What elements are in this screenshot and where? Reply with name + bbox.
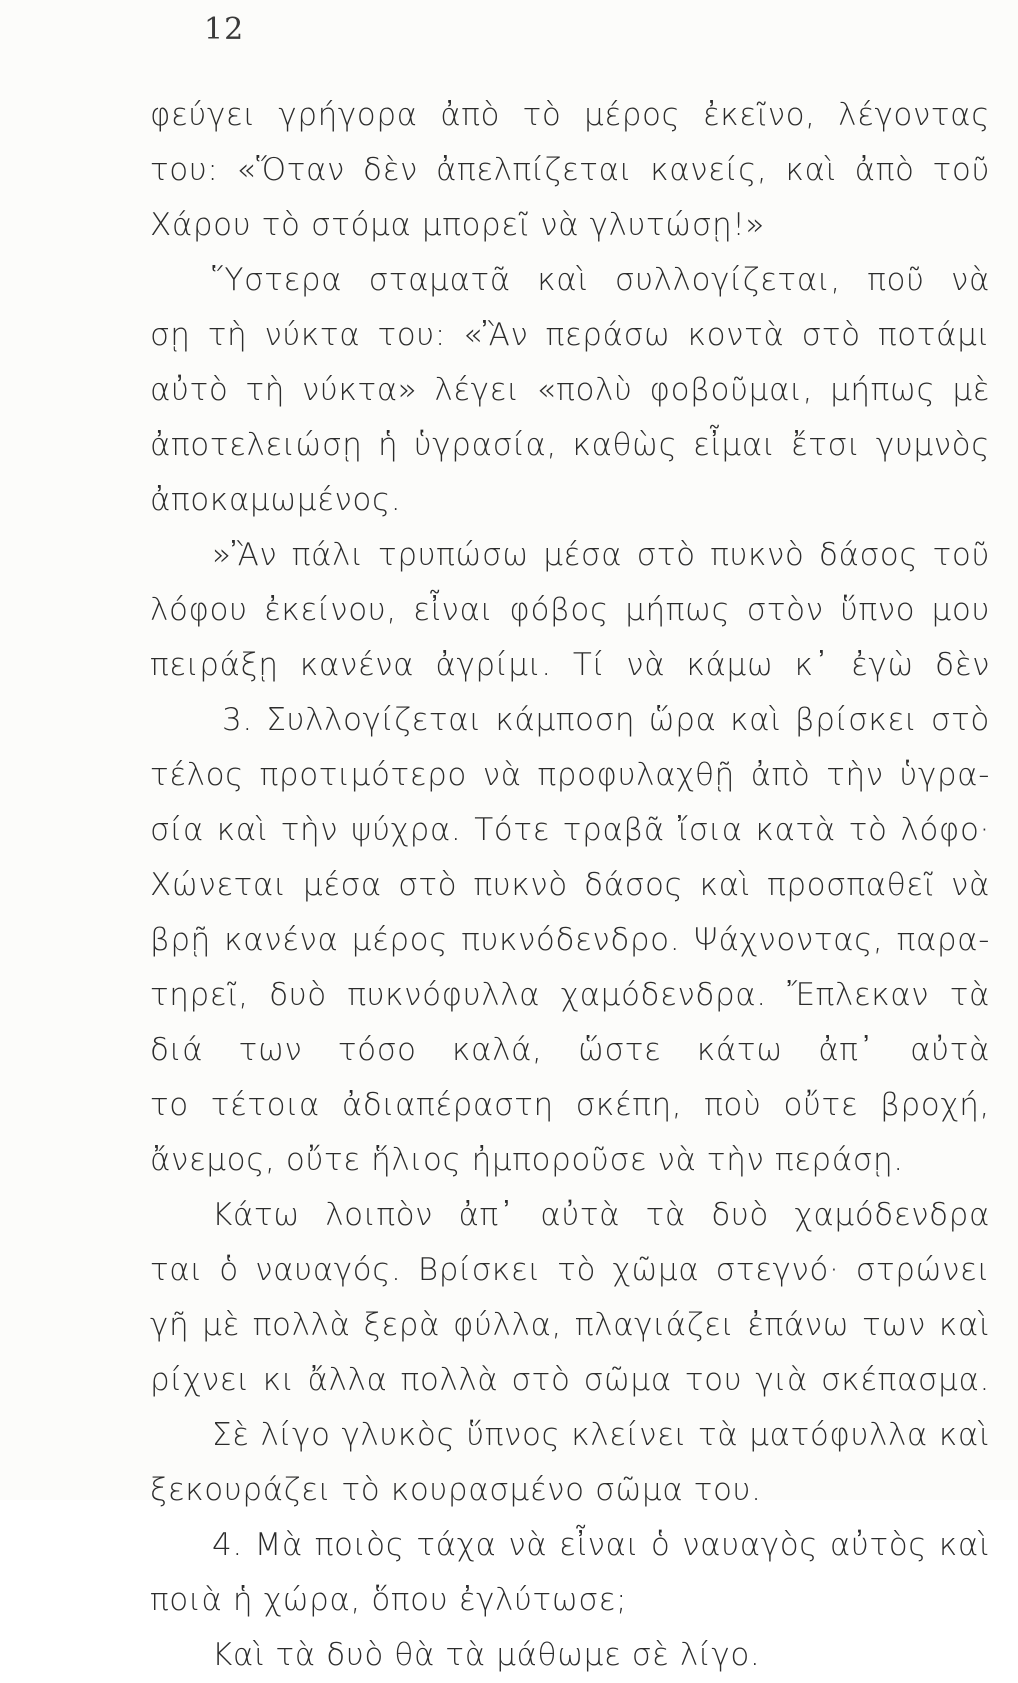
text-line: Σὲ λίγο γλυκὸς ὕπνος κλείνει τὰ ματόφυλλα καὶ [212,1417,990,1453]
text-line: γῆ μὲ πολλὰ ξερὰ φύλλα, πλαγιάζει ἐπάνω των καὶ [150,1307,990,1343]
text-line: Κάτω λοιπὸν ἀπ᾽ αὐτὰ τὰ δυὸ χαμόδενδρα [212,1197,990,1233]
text-line: ἄνεμος, οὔτε ἥλιος ἠμποροῦσε νὰ τὴν περάσῃ. [150,1142,904,1178]
text-line: φεύγει γρήγορα ἀπὸ τὸ μέρος ἐκεῖνο, λέγοντας [150,97,990,133]
text-line: πειράξῃ κανένα ἀγρίμι. Τί νὰ κάμω κ᾽ ἐγὼ δὲν [150,647,990,683]
text-line: ξεκουράζει τὸ κουρασμένο σῶμα του. [150,1472,762,1508]
text-line: διά των τόσο καλά, ὥστε κάτω ἀπ᾽ αὐτὰ [150,1032,990,1068]
text-line: 3. Συλλογίζεται κάμποση ὥρα καὶ βρίσκει στὸ [222,702,990,738]
text-line: »Ἂν πάλι τρυπώσω μέσα στὸ πυκνὸ δάσος τοῦ [212,537,990,573]
text-line: ποιὰ ἡ χώρα, ὅπου ἐγλύτωσε; [150,1582,627,1618]
text-line: 4. Μὰ ποιὸς τάχα νὰ εἶναι ὁ ναυαγὸς αὐτὸς καὶ [212,1527,990,1563]
text-line: τηρεῖ, δυὸ πυκνόφυλλα χαμόδενδρα. Ἔπλεκαν τὰ [150,977,990,1013]
text-line: του: «Ὅταν δὲν ἀπελπίζεται κανείς, καὶ ἀπὸ τοῦ [150,152,990,188]
text-line: τέλος προτιμότερο νὰ προφυλαχθῇ ἀπὸ τὴν ὑγρα- [150,757,990,793]
text-line: βρῇ κανένα μέρος πυκνόδενδρο. Ψάχνοντας, παρα- [150,922,990,958]
text-line: Χώνεται μέσα στὸ πυκνὸ δάσος καὶ προσπαθεῖ νὰ [150,867,990,903]
body-text [150,88,990,1683]
text-line: ἀποκαμωμένος. [150,482,402,518]
text-line: αὐτὸ τὴ νύκτα» λέγει «πολὺ φοβοῦμαι, μήπως μὲ [150,372,990,408]
text-line: το τέτοια ἀδιαπέραστη σκέπη, ποὺ οὔτε βροχή, [150,1087,990,1123]
text-line: ται ὁ ναυαγός. Βρίσκει τὸ χῶμα στεγνό· στρώνει [150,1252,990,1288]
text-line: ρίχνει κι ἄλλα πολλὰ στὸ σῶμα του γιὰ σκέπασμα. [150,1362,990,1398]
text-line: σῃ τὴ νύκτα του: «Ἂν περάσω κοντὰ στὸ ποτάμι [150,317,990,353]
text-line: λόφου ἐκείνου, εἶναι φόβος μήπως στὸν ὕπνο μου [150,592,990,628]
text-line: σία καὶ τὴν ψύχρα. Τότε τραβᾶ ἴσια κατὰ τὸ λόφο· [150,812,990,848]
text-line: Ὕστερα σταματᾶ καὶ συλλογίζεται, ποῦ νὰ [212,262,990,298]
text-line: ἀποτελειώσῃ ἡ ὑγρασία, καθὼς εἶμαι ἔτσι γυμνὸς [150,427,990,463]
page-number: 12 [204,12,245,47]
text-line: Καὶ τὰ δυὸ θὰ τὰ μάθωμε σὲ λίγο. [212,1637,761,1673]
text-line: Χάρου τὸ στόμα μπορεῖ νὰ γλυτώσῃ!» [150,207,765,243]
